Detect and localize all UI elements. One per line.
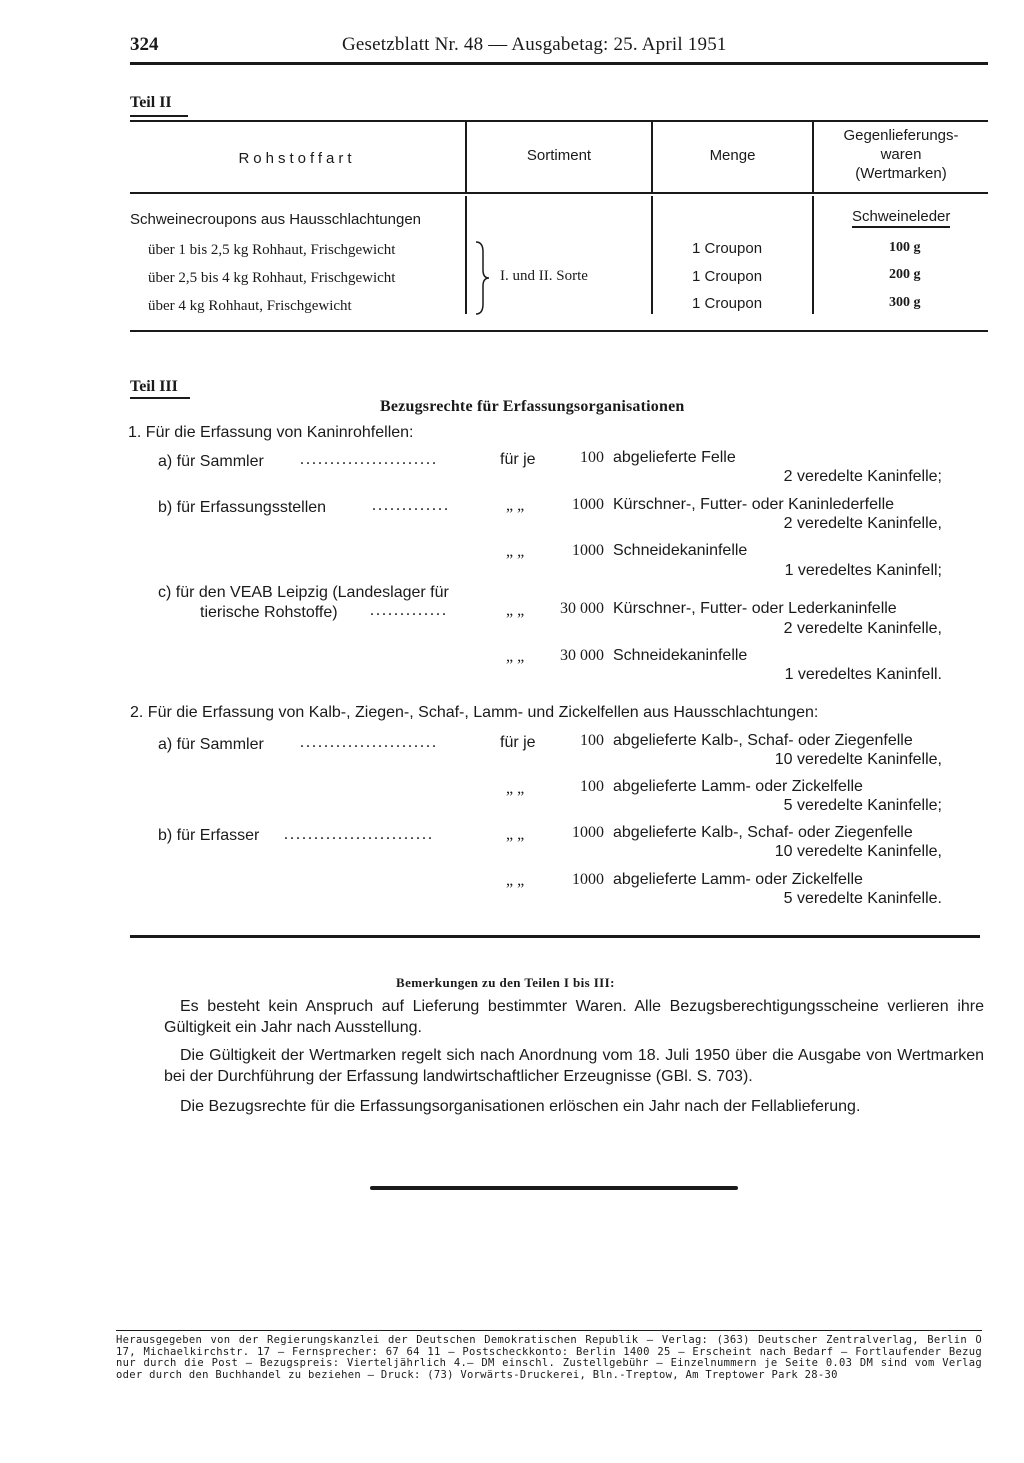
table-row-menge: 1 Croupon (692, 295, 763, 312)
leader-dots: ....................... (300, 451, 438, 468)
teil3-underline (130, 397, 190, 399)
result: 2 veredelte Kaninfelle, (783, 620, 942, 637)
item: Schneidekaninfelle (613, 647, 748, 664)
result: 10 veredelte Kaninfelle, (774, 751, 942, 768)
column-header-gegenlieferung: waren (880, 146, 922, 163)
teil3-heading: Teil III (130, 378, 178, 395)
je-label: für je (500, 734, 536, 751)
result: 1 veredeltes Kaninfell. (784, 666, 942, 683)
je-label: für je (500, 451, 536, 468)
remarks-paragraph: Es besteht kein Anspruch auf Lieferung bestimmter Waren. Alle Bezugsberechtigungsscheine verlieren ihre Gültigkeit ein Jahr nach Ausstellung. (164, 998, 984, 1036)
column-divider (812, 196, 814, 314)
closing-rule (370, 1186, 738, 1190)
sortiment-value: I. und II. Sorte (500, 268, 588, 284)
quantity: 100 (580, 732, 604, 749)
table-header-rule (130, 192, 988, 194)
teil3-title: Bezugsrechte für Erfassungsorganisationen (380, 398, 685, 415)
ditto-mark: „ „ (506, 780, 525, 797)
table-row-gegen: 300 g (889, 295, 921, 310)
section-heading-1: 1. Für die Erfassung von Kaninrohfellen: (128, 424, 414, 441)
teil2-heading: Teil II (130, 94, 172, 111)
table-row-menge: 1 Croupon (692, 240, 763, 257)
section-heading-2: 2. Für die Erfassung von Kalb-, Ziegen-, Schaf-, Lamm- und Zickelfellen aus Hausschlachtungen: (130, 704, 819, 721)
ditto-mark: „ „ (506, 872, 525, 889)
result: 1 veredeltes Kaninfell; (784, 562, 942, 579)
table-row-rohstoff: über 4 kg Rohhaut, Frischgewicht (148, 298, 352, 314)
quantity: 100 (580, 449, 604, 466)
section-divider (130, 935, 980, 938)
ditto-mark: „ „ (506, 543, 525, 560)
item: Schneidekaninfelle (613, 542, 748, 559)
imprint: Herausgegeben von der Regierungskanzlei der Deutschen Demokratischen Republik — Verlag: (363) Deutscher Zentralverlag, Berlin O 17, Michaelkirchstr. 17 — Fernsprecher: 67 64 11 — Postscheckkonto: Berlin 1400 25 — Erscheint nach Bedarf — Fortlaufender Bezug nur durch die Post — Bezugspreis: Vierteljährlich 4.— DM einschl. Zustellgebühr — Einzelnummern je Seite 0.03 DM sind vom Verlag oder durch den Buchhandel zu beziehen — Druck: (73) Vorwärts-Druckerei, Bln.-Treptow, Am Treptower Park 28-30 (116, 1334, 982, 1381)
item: abgelieferte Lamm- oder Zickelfelle (613, 778, 863, 795)
recipient-label: b) für Erfassungsstellen (158, 499, 327, 516)
table-top-rule (130, 120, 988, 122)
table-row-gegen: 200 g (889, 267, 921, 282)
result: 5 veredelte Kaninfelle. (783, 890, 942, 907)
ditto-mark: „ „ (506, 497, 525, 514)
header-rule (130, 62, 988, 65)
table-bottom-rule (130, 330, 988, 332)
remarks-title: Bemerkungen zu den Teilen I bis III: (396, 975, 615, 990)
leader-dots: ............. (370, 602, 448, 619)
column-header-sortiment: Sortiment (526, 147, 592, 164)
item: abgelieferte Kalb-, Schaf- oder Ziegenfelle (613, 732, 913, 749)
item: abgelieferte Felle (613, 449, 736, 466)
column-header-gegenlieferung: Gegenlieferungs- (843, 127, 959, 144)
leader-dots: ............. (372, 497, 450, 514)
item: abgelieferte Kalb-, Schaf- oder Ziegenfelle (613, 824, 913, 841)
page-number: 324 (130, 34, 159, 55)
quantity: 1000 (572, 824, 604, 841)
column-divider (465, 196, 467, 314)
recipient-label: b) für Erfasser (158, 827, 260, 844)
ditto-mark: „ „ (506, 602, 525, 619)
ditto-mark: „ „ (506, 648, 525, 665)
result: 10 veredelte Kaninfelle, (774, 843, 942, 860)
column-header-menge: Menge (709, 147, 756, 164)
result: 5 veredelte Kaninfelle; (783, 797, 942, 814)
column-header-gegenlieferung: (Wertmarken) (855, 165, 947, 182)
recipient-label: a) für Sammler (158, 453, 264, 470)
quantity: 1000 (572, 871, 604, 888)
recipient-label: c) für den VEAB Leipzig (Landeslager für (158, 584, 449, 601)
column-header-rohstoffart: Rohstoffart (238, 150, 356, 167)
column-divider (651, 196, 653, 314)
quantity: 100 (580, 778, 604, 795)
result: 2 veredelte Kaninfelle; (783, 468, 942, 485)
remarks-paragraph: Die Bezugsrechte für die Erfassungsorganisationen erlöschen ein Jahr nach der Fellablieferung. (180, 1098, 861, 1115)
teil2-underline (130, 115, 188, 117)
result: 2 veredelte Kaninfelle, (783, 515, 942, 532)
item: abgelieferte Lamm- oder Zickelfelle (613, 871, 863, 888)
table-row-rohstoff: über 2,5 bis 4 kg Rohhaut, Frischgewicht (148, 270, 396, 286)
table-row-rohstoff: über 1 bis 2,5 kg Rohhaut, Frischgewicht (148, 242, 396, 258)
item: Kürschner-, Futter- oder Lederkaninfelle (613, 600, 897, 617)
leader-dots: ....................... (300, 734, 438, 751)
item: Kürschner-, Futter- oder Kaninlederfelle (613, 496, 895, 513)
brace (474, 240, 492, 316)
recipient-label: tierische Rohstoffe) (200, 604, 338, 621)
running-title: Gesetzblatt Nr. 48 — Ausgabetag: 25. April 1951 (342, 34, 727, 55)
remarks-paragraph: Die Gültigkeit der Wertmarken regelt sich nach Anordnung vom 18. Juli 1950 über die Ausgabe von Wertmarken bei der Durchführung der Erfassung landwirtschaftlicher Erzeugnisse (GBl. S. 703). (164, 1047, 984, 1085)
quantity: 30 000 (560, 600, 604, 617)
quantity: 1000 (572, 496, 604, 513)
footer-rule (116, 1330, 982, 1331)
leader-dots: ......................... (284, 826, 434, 843)
table-row-menge: 1 Croupon (692, 268, 763, 285)
ditto-mark: „ „ (506, 826, 525, 843)
group-label: Schweinecroupons aus Hausschlachtungen (130, 211, 422, 228)
gegen-subheader: Schweineleder (852, 208, 950, 228)
quantity: 30 000 (560, 647, 604, 664)
quantity: 1000 (572, 542, 604, 559)
table-row-gegen: 100 g (889, 240, 921, 255)
recipient-label: a) für Sammler (158, 736, 264, 753)
